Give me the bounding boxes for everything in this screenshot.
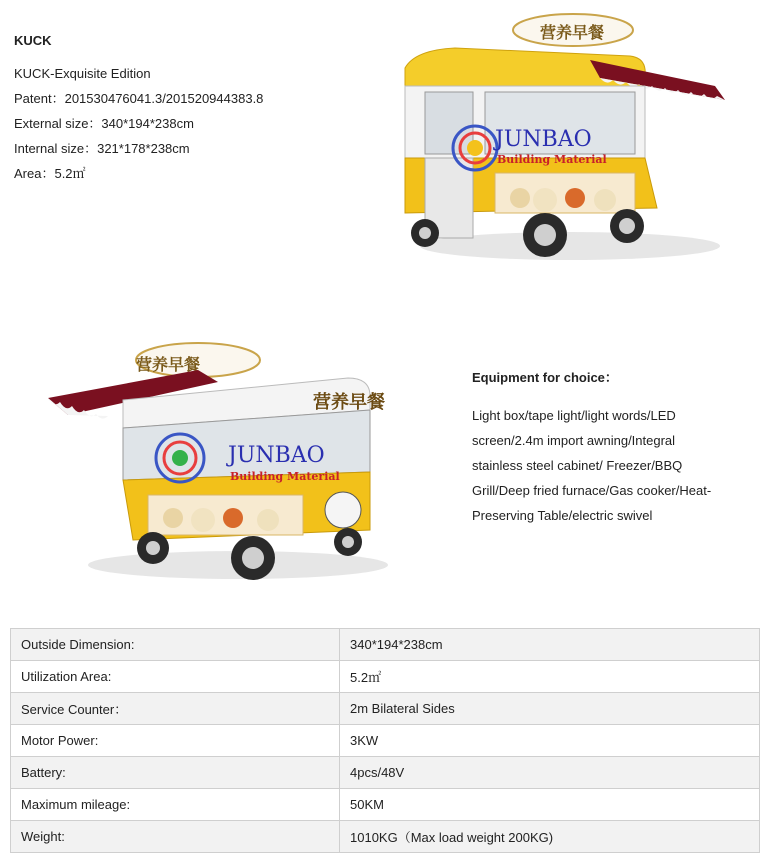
spec-label: Outside Dimension:: [11, 629, 340, 661]
spec-value: 340*194*238cm: [340, 629, 760, 661]
food-truck-image-front: [395, 8, 730, 268]
spec-value: 3KW: [340, 725, 760, 757]
equipment-heading: Equipment for choice：: [472, 370, 618, 385]
spec-label: Maximum mileage:: [11, 789, 340, 821]
internal-size-value: 321*178*238cm: [97, 141, 190, 156]
brand-text-2: JUNBAO: [228, 443, 325, 468]
table-row: [11, 821, 760, 853]
spec-label: Motor Power:: [11, 725, 340, 757]
table-row: [11, 757, 760, 789]
spec-value: 4pcs/48V: [340, 757, 760, 789]
external-size-label: External size：: [14, 116, 102, 131]
spec-value: 5.2㎡: [340, 661, 760, 693]
patent-row: [14, 86, 263, 111]
table-row: [11, 693, 760, 725]
model-specs: [14, 28, 263, 186]
equipment-line: screen/2.4m import awning/Integral: [472, 433, 676, 448]
sign-text-2: 营养早餐: [136, 355, 201, 374]
equipment-line: Light box/tape light/light words/LED: [472, 408, 676, 423]
internal-size-row: [14, 136, 263, 161]
equipment-line: Preserving Table/electric swivel: [472, 508, 653, 523]
table-row: [11, 789, 760, 821]
food-truck-image-side: [48, 330, 393, 585]
edition-text: KUCK-Exquisite Edition: [14, 66, 151, 81]
equipment-line: Grill/Deep fried furnace/Gas cooker/Heat-: [472, 483, 712, 498]
sign-text-3: 营养早餐: [313, 392, 385, 413]
area-value: 5.2㎡: [54, 166, 86, 181]
spec-label: Service Counter：: [11, 693, 340, 725]
equipment-text: [472, 403, 757, 528]
spec-label: Utilization Area:: [11, 661, 340, 693]
spec-table: [10, 628, 760, 853]
sign-text: 营养早餐: [540, 23, 605, 42]
spec-value: 2m Bilateral Sides: [340, 693, 760, 725]
table-row: [11, 661, 760, 693]
spec-label: Weight:: [11, 821, 340, 853]
patent-label: Patent：: [14, 91, 65, 106]
brand-text: JUNBAO: [495, 127, 592, 152]
spec-value: 1010KG（Max load weight 200KG): [340, 821, 760, 853]
internal-size-label: Internal size：: [14, 141, 98, 156]
external-size-row: [14, 111, 263, 136]
equipment-section: [472, 365, 757, 528]
patent-value: 201530476041.3/201520944383.8: [64, 91, 264, 106]
table-row: [11, 725, 760, 757]
table-row: [11, 629, 760, 661]
brand-sub-text: Building Material: [497, 153, 607, 166]
area-row: [14, 161, 263, 186]
spec-value: 50KM: [340, 789, 760, 821]
brand-sub-text-2: Building Material: [230, 470, 340, 483]
area-label: Area：: [14, 166, 55, 181]
spec-label: Battery:: [11, 757, 340, 789]
external-size-value: 340*194*238cm: [101, 116, 194, 131]
model-title: KUCK: [14, 33, 52, 48]
equipment-line: stainless steel cabinet/ Freezer/BBQ: [472, 458, 683, 473]
